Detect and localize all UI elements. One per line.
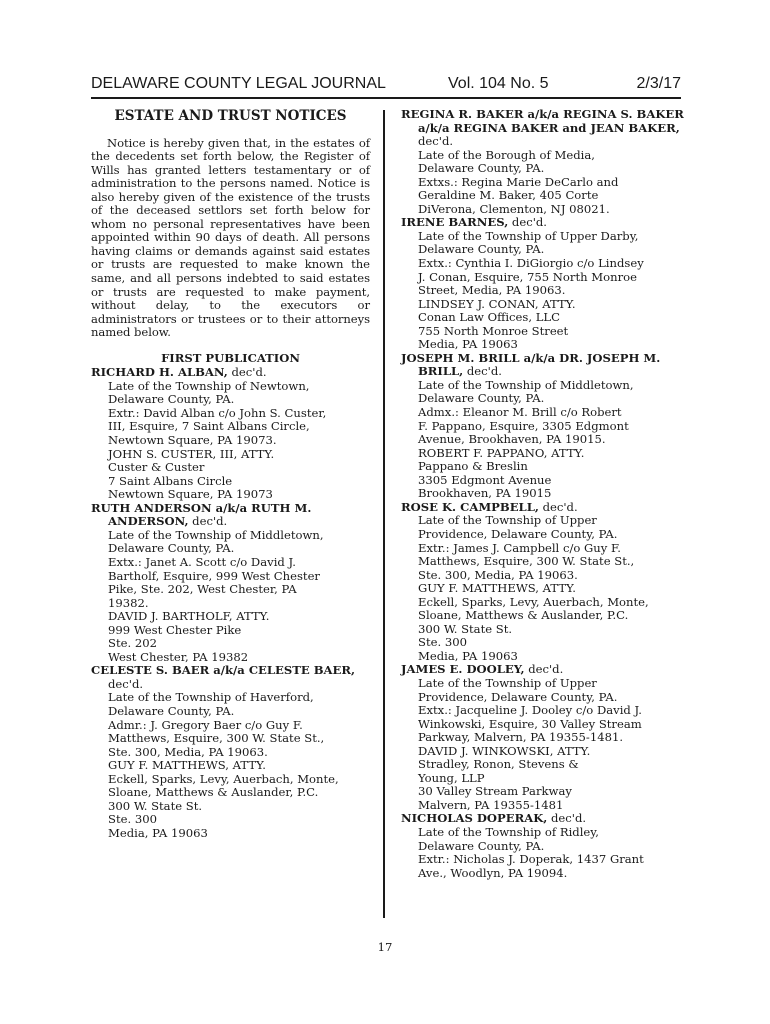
notice-line: Delaware County, PA. [418,391,545,406]
decedent-name: REGINA R. BAKER a/k/a REGINA S. BAKER a/k/a REGINA BAKER and JEAN BAKER, [401,107,684,135]
notice-line: Late of the Township of Haverford, [108,690,314,705]
decedent-name: CELESTE S. BAER a/k/a CELESTE BAER, [91,663,356,678]
notice-line: Media, PA 19063 [418,337,518,352]
notice-line: Late of the Township of Upper [418,513,597,528]
notice-line: Eckell, Sparks, Levy, Auerbach, Monte, [108,771,339,786]
notice-line: Winkowski, Esquire, 30 Valley Stream [418,716,642,731]
notice-line: DiVerona, Clementon, NJ 08021. [418,201,610,216]
notice-line: 755 North Monroe Street [418,323,569,338]
notice-line: Newtown Square, PA 19073. [108,433,277,448]
notice-line: Extr.: Nicholas J. Doperak, 1437 Grant [418,852,644,867]
decedent-heading [401,216,686,230]
notice-line: 30 Valley Stream Parkway [418,784,572,799]
notice-line: Ste. 300 [418,635,467,650]
decedent-heading [91,664,370,691]
notice-line: 999 West Chester Pike [108,622,242,637]
notice-line: Ave., Woodlyn, PA 19094. [418,865,568,880]
notice-line: Street, Media, PA 19063. [418,283,566,298]
estate-notice [401,108,686,216]
left-column [91,108,370,840]
right-notice-list [401,108,686,880]
volume-number: Vol. 104 No. 5 [448,75,549,92]
notice-line: Late of the Township of Ridley, [418,824,599,839]
right-column [401,108,686,880]
notice-line: Ste. 300, Media, PA 19063. [108,744,268,759]
notice-line: III, Esquire, 7 Saint Albans Circle, [108,419,310,434]
decedent-heading [401,352,686,379]
notice-line: Admr.: J. Gregory Baer c/o Guy F. [108,717,303,732]
left-notice-list [91,366,370,840]
notice-line: Delaware County, PA. [108,703,235,718]
publication-heading: FIRST PUBLICATION [161,350,300,365]
notice-line: LINDSEY J. CONAN, ATTY. [418,296,576,311]
notice-line: Matthews, Esquire, 300 W. State St., [108,731,325,746]
notice-line: Providence, Delaware County, PA. [418,689,618,704]
notice-line: Delaware County, PA. [418,242,545,257]
deceased-suffix: dec'd. [108,676,144,691]
notice-line: Media, PA 19063 [418,648,518,663]
notice-line: Ste. 202 [108,636,157,651]
notice-line: Geraldine M. Baker, 405 Corte [418,188,599,203]
notice-line: Malvern, PA 19355-1481 [418,797,564,812]
estate-notice [91,664,370,840]
notice-line: GUY F. MATTHEWS, ATTY. [108,758,266,773]
deceased-suffix: dec'd. [418,134,454,149]
notice-line: Bartholf, Esquire, 999 West Chester [108,568,320,583]
decedent-heading [91,366,370,380]
notice-line: Delaware County, PA. [418,161,545,176]
notice-line: JOHN S. CUSTER, III, ATTY. [108,446,275,461]
estate-notice [401,216,686,351]
notice-line: Extx.: Cynthia I. DiGiorgio c/o Lindsey [418,256,644,271]
notice-line: West Chester, PA 19382 [108,649,249,664]
notice-line: 19382. [108,595,149,610]
decedent-name: JOSEPH M. BRILL a/k/a DR. JOSEPH M. BRILL, [401,350,661,379]
notice-line: 3305 Edgmont Avenue [418,472,552,487]
estate-notice [91,366,370,501]
deceased-suffix: dec'd. [524,662,564,677]
decedent-name: JAMES E. DOOLEY, [401,662,525,677]
notice-line: Late of the Township of Middletown, [108,527,324,542]
decedent-heading [401,501,686,515]
notice-line: Late of the Township of Middletown, [418,377,634,392]
notice-line: Delaware County, PA. [108,392,235,407]
notice-line: GUY F. MATTHEWS, ATTY. [418,581,576,596]
deceased-suffix: dec'd. [547,811,587,826]
decedent-heading [401,663,686,677]
estate-notice [401,501,686,664]
notice-line: Conan Law Offices, LLC [418,310,560,325]
header-rule [91,97,681,99]
notice-line: DAVID J. BARTHOLF, ATTY. [108,609,270,624]
decedent-name: NICHOLAS DOPERAK, [401,811,548,826]
notice-line: Extxs.: Regina Marie DeCarlo and [418,174,619,189]
notice-line: Pike, Ste. 202, West Chester, PA [108,582,297,597]
notice-line: Newtown Square, PA 19073 [108,487,273,502]
estate-notice [401,663,686,812]
decedent-name: RUTH ANDERSON a/k/a RUTH M. ANDERSON, [91,500,312,529]
notice-line: DAVID J. WINKOWSKI, ATTY. [418,743,591,758]
notice-line: Extr.: David Alban c/o John S. Custer, [108,405,327,420]
notice-line: Brookhaven, PA 19015 [418,486,552,501]
notice-line: 300 W. State St. [108,798,203,813]
estate-notice [401,352,686,501]
notice-line: Custer & Custer [108,460,205,475]
notice-line: Late of the Township of Upper [418,675,597,690]
deceased-suffix: dec'd. [508,215,547,230]
notice-line: Ste. 300, Media, PA 19063. [418,567,578,582]
notice-line: Eckell, Sparks, Levy, Auerbach, Monte, [418,594,649,609]
intro-paragraph: Notice is hereby given that, in the estates of the decedents set forth below, the Register of Wills has granted letters testamentary or of administration to the persons named. Notice is also hereby given of the existence of the trusts of the deceased settlors set forth below for whom no personal representatives have been appointed within 90 days of death. All persons having claims or demands against said estates or trusts are requested to make known the same, and all persons indebted to said estates or trusts are requested to make payment, without delay, to the executors or administrators or trustees or to their attorneys named below. [91,135,370,340]
notice-line: Pappano & Breslin [418,459,528,474]
notice-line: Stradley, Ronon, Stevens & [418,757,579,772]
deceased-suffix: dec'd. [463,364,502,379]
column-divider [383,110,385,918]
decedent-name: RICHARD H. ALBAN, [91,365,228,380]
deceased-suffix: dec'd. [188,514,228,529]
notice-line: Extx.: Jacqueline J. Dooley c/o David J. [418,703,642,718]
page-number: 17 [377,940,393,954]
running-header [91,75,681,95]
notice-line: Parkway, Malvern, PA 19355-1481. [418,730,624,745]
estate-notice [91,502,370,665]
deceased-suffix: dec'd. [538,499,578,514]
journal-title: DELAWARE COUNTY LEGAL JOURNAL [91,75,386,92]
notice-line: Late of the Borough of Media, [418,147,595,162]
decedent-name: ROSE K. CAMPBELL, [401,499,539,514]
decedent-heading [401,812,686,826]
decedent-name: IRENE BARNES, [401,215,509,230]
notice-line: Admx.: Eleanor M. Brill c/o Robert [418,405,622,420]
notice-line: Extr.: James J. Campbell c/o Guy F. [418,540,621,555]
notice-line: Avenue, Brookhaven, PA 19015. [418,432,606,447]
decedent-heading [91,502,370,529]
decedent-heading [401,108,686,149]
issue-date: 2/3/17 [636,75,681,92]
notice-line: Young, LLP [418,770,485,785]
notice-line: Delaware County, PA. [418,838,545,853]
notice-line: Sloane, Matthews & Auslander, P.C. [108,785,319,800]
deceased-suffix: dec'd. [227,365,267,380]
notice-line: Ste. 300 [108,812,157,827]
notice-line: Providence, Delaware County, PA. [418,526,618,541]
notice-line: 300 W. State St. [418,621,513,636]
notice-line: ROBERT F. PAPPANO, ATTY. [418,445,585,460]
notice-line: Late of the Township of Upper Darby, [418,228,639,243]
notice-line: 7 Saint Albans Circle [108,473,233,488]
notice-line: Extx.: Janet A. Scott c/o David J. [108,554,296,569]
notice-line: F. Pappano, Esquire, 3305 Edgmont [418,418,629,433]
notice-line: Matthews, Esquire, 300 W. State St., [418,554,635,569]
notice-line: Delaware County, PA. [108,541,235,556]
section-title: ESTATE AND TRUST NOTICES [114,108,347,124]
notice-line: Late of the Township of Newtown, [108,378,310,393]
estate-notice [401,812,686,880]
notice-line: Media, PA 19063 [108,825,208,840]
notice-line: J. Conan, Esquire, 755 North Monroe [418,269,637,284]
notice-line: Sloane, Matthews & Auslander, P.C. [418,608,629,623]
